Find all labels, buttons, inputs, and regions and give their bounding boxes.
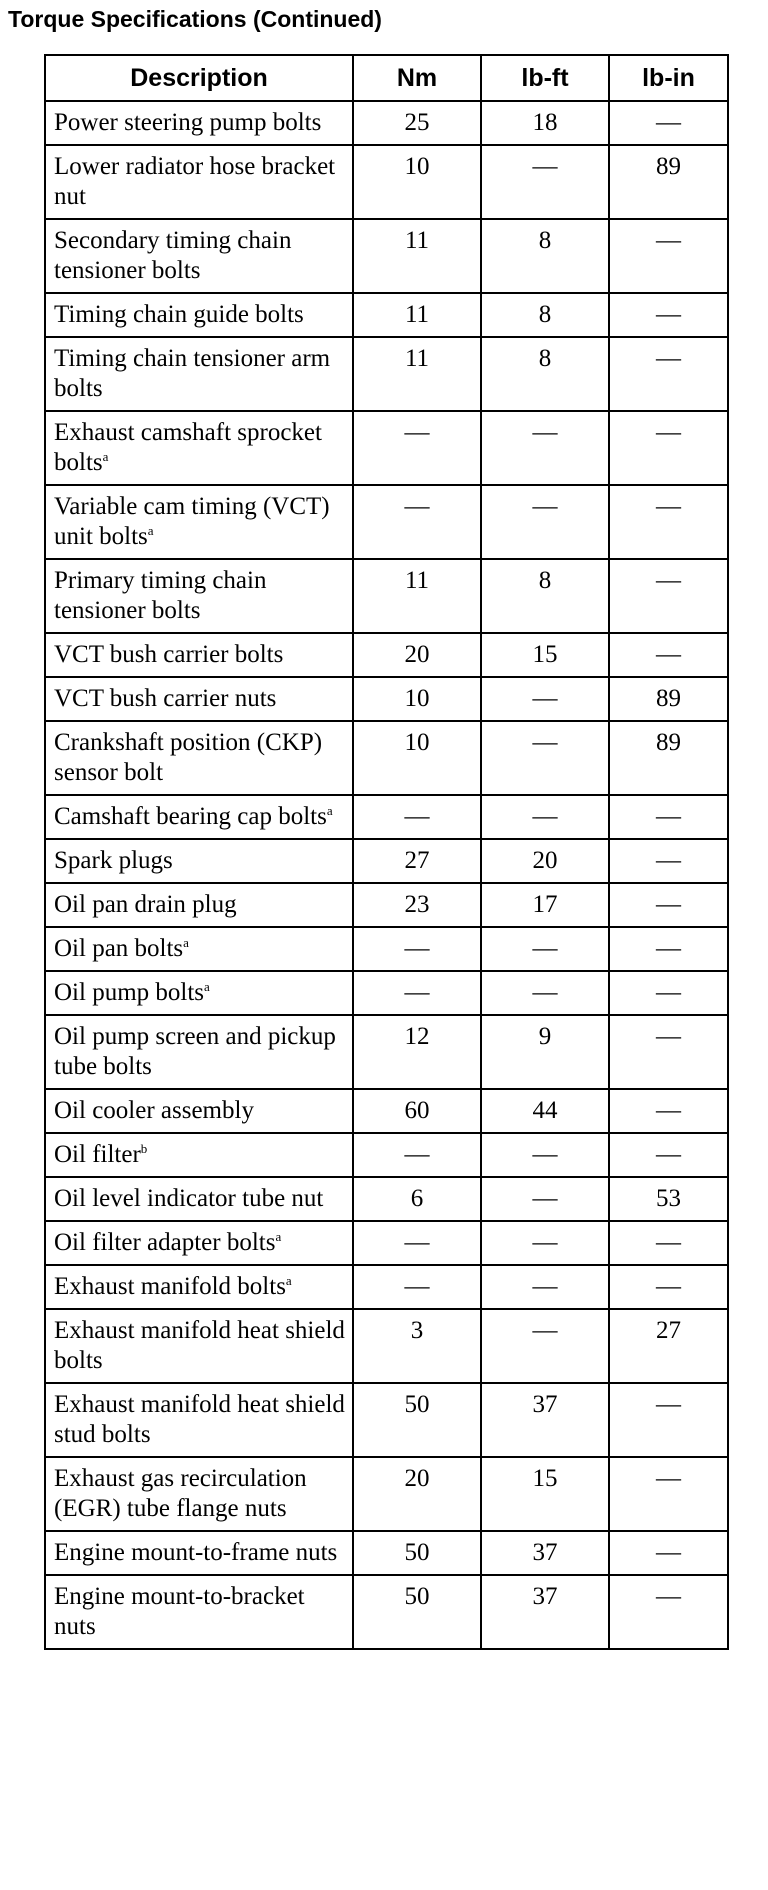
table-row	[45, 1133, 728, 1177]
lbin-cell: 89	[609, 145, 728, 219]
description-cell	[45, 485, 353, 559]
description-cell	[45, 411, 353, 485]
description-text: Primary timing chain tensioner bolts	[54, 567, 267, 624]
description-cell	[45, 1457, 353, 1531]
header-lbft: lb-ft	[481, 55, 609, 101]
nm-cell: 50	[353, 1531, 481, 1575]
table-row	[45, 721, 728, 795]
nm-cell: 11	[353, 293, 481, 337]
lbin-cell: —	[609, 485, 728, 559]
description-cell	[45, 927, 353, 971]
table-row	[45, 1575, 728, 1649]
lbin-cell: 89	[609, 677, 728, 721]
lbin-cell: —	[609, 559, 728, 633]
table-row	[45, 293, 728, 337]
footnote-marker: a	[326, 803, 333, 818]
description-cell	[45, 1177, 353, 1221]
description-cell	[45, 677, 353, 721]
description-text: Spark plugs	[54, 847, 173, 874]
table-row	[45, 883, 728, 927]
lbft-cell: 15	[481, 633, 609, 677]
nm-cell: 23	[353, 883, 481, 927]
description-cell	[45, 795, 353, 839]
description-cell	[45, 1015, 353, 1089]
torque-spec-table	[44, 54, 729, 1650]
description-text: Secondary timing chain tensioner bolts	[54, 227, 292, 284]
description-cell	[45, 633, 353, 677]
nm-cell: 3	[353, 1309, 481, 1383]
nm-cell: 25	[353, 101, 481, 145]
table-row	[45, 485, 728, 559]
table-row	[45, 971, 728, 1015]
lbin-cell: —	[609, 795, 728, 839]
table-row	[45, 1221, 728, 1265]
table-row	[45, 1265, 728, 1309]
description-cell	[45, 883, 353, 927]
nm-cell: 10	[353, 145, 481, 219]
header-lbin: lb-in	[609, 55, 728, 101]
lbft-cell: —	[481, 1221, 609, 1265]
description-text: Oil level indicator tube nut	[54, 1185, 324, 1212]
description-cell	[45, 1265, 353, 1309]
lbft-cell: 44	[481, 1089, 609, 1133]
nm-cell: 10	[353, 677, 481, 721]
lbft-cell: 8	[481, 219, 609, 293]
description-text: Camshaft bearing cap bolts	[54, 803, 327, 830]
description-cell	[45, 337, 353, 411]
lbft-cell: 18	[481, 101, 609, 145]
table-row	[45, 1177, 728, 1221]
table-row	[45, 1531, 728, 1575]
lbft-cell: 8	[481, 293, 609, 337]
lbft-cell: 20	[481, 839, 609, 883]
footnote-marker: b	[140, 1141, 148, 1156]
description-cell	[45, 839, 353, 883]
table-row	[45, 677, 728, 721]
nm-cell: —	[353, 795, 481, 839]
lbin-cell: 27	[609, 1309, 728, 1383]
description-text: Oil filter	[54, 1141, 141, 1168]
nm-cell: 10	[353, 721, 481, 795]
lbin-cell: —	[609, 839, 728, 883]
description-text: Crankshaft position (CKP) sensor bolt	[54, 729, 323, 786]
description-cell	[45, 219, 353, 293]
description-text: Exhaust manifold heat shield stud bolts	[54, 1391, 345, 1448]
nm-cell: 50	[353, 1575, 481, 1649]
table-row	[45, 1015, 728, 1089]
footnote-marker: a	[285, 1273, 292, 1288]
description-cell	[45, 1221, 353, 1265]
description-text: VCT bush carrier nuts	[54, 685, 277, 712]
lbin-cell: —	[609, 633, 728, 677]
description-text: Exhaust manifold heat shield bolts	[54, 1317, 345, 1374]
lbft-cell: —	[481, 145, 609, 219]
lbft-cell: —	[481, 485, 609, 559]
table-row	[45, 1309, 728, 1383]
lbft-cell: 37	[481, 1575, 609, 1649]
nm-cell: 11	[353, 219, 481, 293]
table-row	[45, 795, 728, 839]
header-description: Description	[45, 55, 353, 101]
lbft-cell: —	[481, 677, 609, 721]
description-text: Variable cam timing (VCT) unit bolts	[54, 493, 330, 550]
lbin-cell: —	[609, 1265, 728, 1309]
description-text: Oil filter adapter bolts	[54, 1229, 276, 1256]
nm-cell: 11	[353, 337, 481, 411]
nm-cell: —	[353, 485, 481, 559]
table-row	[45, 1383, 728, 1457]
description-text: Exhaust camshaft sprocket bolts	[54, 419, 322, 476]
nm-cell: 50	[353, 1383, 481, 1457]
table-row	[45, 337, 728, 411]
lbin-cell: —	[609, 411, 728, 485]
nm-cell: 20	[353, 1457, 481, 1531]
nm-cell: 11	[353, 559, 481, 633]
lbin-cell: —	[609, 1089, 728, 1133]
nm-cell: 12	[353, 1015, 481, 1089]
description-cell	[45, 971, 353, 1015]
description-cell	[45, 721, 353, 795]
nm-cell: —	[353, 971, 481, 1015]
table-row	[45, 219, 728, 293]
footnote-marker: a	[204, 979, 210, 994]
nm-cell: —	[353, 1221, 481, 1265]
table-row	[45, 411, 728, 485]
lbft-cell: —	[481, 411, 609, 485]
nm-cell: 20	[353, 633, 481, 677]
lbft-cell: —	[481, 795, 609, 839]
lbft-cell: —	[481, 1265, 609, 1309]
description-text: Oil cooler assembly	[54, 1097, 254, 1124]
footnote-marker: a	[275, 1229, 282, 1244]
lbft-cell: —	[481, 1133, 609, 1177]
lbft-cell: 17	[481, 883, 609, 927]
lbft-cell: —	[481, 927, 609, 971]
description-text: Oil pan bolts	[54, 935, 184, 962]
description-cell	[45, 1531, 353, 1575]
nm-cell: 60	[353, 1089, 481, 1133]
lbin-cell: 89	[609, 721, 728, 795]
lbin-cell: —	[609, 1383, 728, 1457]
description-text: Oil pump bolts	[54, 979, 205, 1006]
lbin-cell: —	[609, 1457, 728, 1531]
table-header-row	[45, 55, 728, 101]
description-text: Exhaust manifold bolts	[54, 1273, 286, 1300]
table-row	[45, 927, 728, 971]
description-cell	[45, 1133, 353, 1177]
nm-cell: 6	[353, 1177, 481, 1221]
table-row	[45, 101, 728, 145]
description-cell	[45, 1383, 353, 1457]
lbin-cell: —	[609, 971, 728, 1015]
description-text: VCT bush carrier bolts	[54, 641, 284, 668]
description-text: Timing chain guide bolts	[54, 301, 304, 328]
table-row	[45, 1457, 728, 1531]
table-row	[45, 145, 728, 219]
lbft-cell: —	[481, 721, 609, 795]
footnote-marker: a	[102, 449, 109, 464]
lbin-cell: —	[609, 1531, 728, 1575]
lbin-cell: —	[609, 1575, 728, 1649]
lbin-cell: —	[609, 883, 728, 927]
lbin-cell: —	[609, 101, 728, 145]
lbin-cell: —	[609, 1221, 728, 1265]
description-text: Timing chain tensioner arm bolts	[54, 345, 331, 402]
nm-cell: —	[353, 1133, 481, 1177]
table-row	[45, 839, 728, 883]
description-text: Engine mount-to-bracket nuts	[54, 1583, 305, 1640]
footnote-marker: a	[183, 935, 189, 950]
description-text: Power steering pump bolts	[54, 109, 322, 136]
table-row	[45, 559, 728, 633]
lbin-cell: —	[609, 927, 728, 971]
nm-cell: 27	[353, 839, 481, 883]
description-text: Exhaust gas recirculation (EGR) tube flange nuts	[54, 1465, 307, 1522]
nm-cell: —	[353, 927, 481, 971]
lbft-cell: 8	[481, 337, 609, 411]
lbin-cell: 53	[609, 1177, 728, 1221]
table-row	[45, 1089, 728, 1133]
description-cell	[45, 559, 353, 633]
description-cell	[45, 145, 353, 219]
lbft-cell: 37	[481, 1383, 609, 1457]
lbin-cell: —	[609, 293, 728, 337]
lbft-cell: 9	[481, 1015, 609, 1089]
lbft-cell: —	[481, 1177, 609, 1221]
header-nm: Nm	[353, 55, 481, 101]
description-cell	[45, 1575, 353, 1649]
lbft-cell: —	[481, 1309, 609, 1383]
nm-cell: —	[353, 1265, 481, 1309]
lbin-cell: —	[609, 219, 728, 293]
lbin-cell: —	[609, 1015, 728, 1089]
table-row	[45, 633, 728, 677]
lbft-cell: 37	[481, 1531, 609, 1575]
lbft-cell: —	[481, 971, 609, 1015]
description-text: Lower radiator hose bracket nut	[54, 153, 336, 210]
lbft-cell: 15	[481, 1457, 609, 1531]
page-title: Torque Specifications (Continued)	[8, 6, 382, 32]
nm-cell: —	[353, 411, 481, 485]
lbft-cell: 8	[481, 559, 609, 633]
description-cell	[45, 101, 353, 145]
lbin-cell: —	[609, 337, 728, 411]
footnote-marker: a	[147, 523, 154, 538]
description-cell	[45, 1309, 353, 1383]
description-text: Engine mount-to-frame nuts	[54, 1539, 338, 1566]
description-text: Oil pump screen and pickup tube bolts	[54, 1023, 336, 1080]
description-text: Oil pan drain plug	[54, 891, 237, 918]
lbin-cell: —	[609, 1133, 728, 1177]
description-cell	[45, 293, 353, 337]
description-cell	[45, 1089, 353, 1133]
